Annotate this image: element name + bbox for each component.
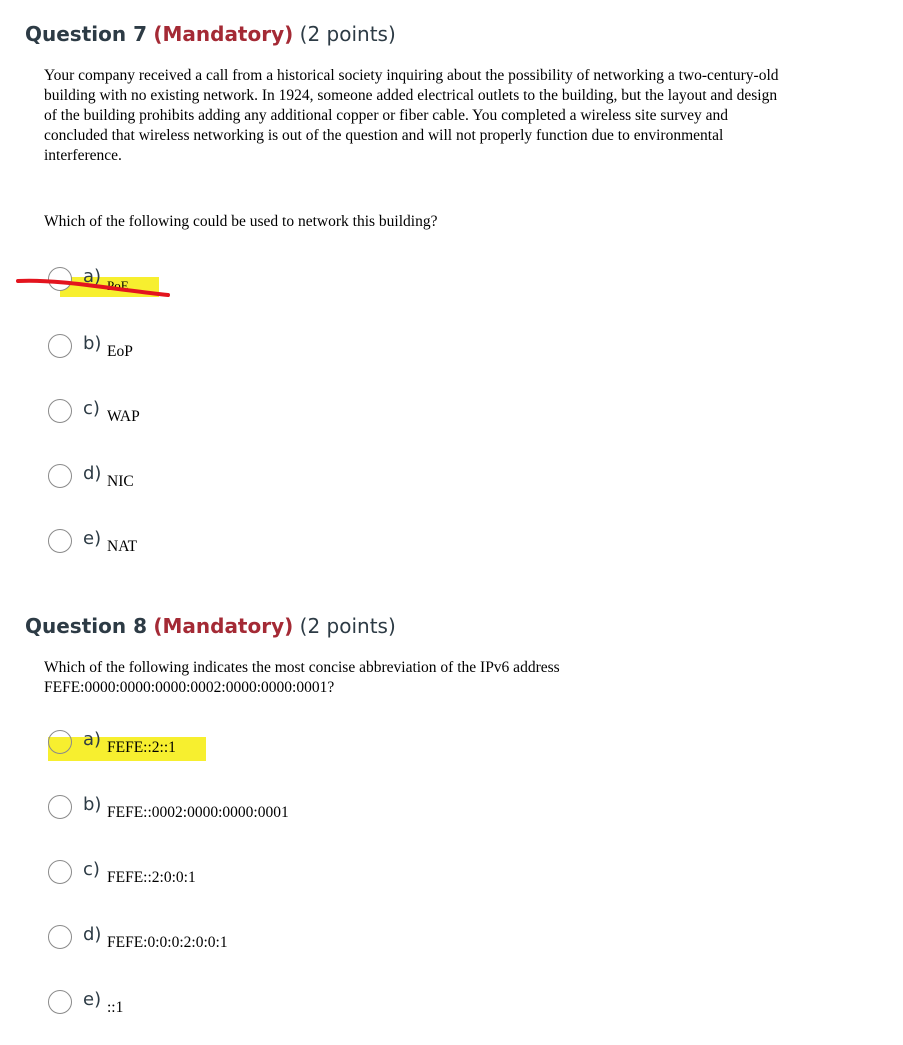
question-7-prompt: Which of the following could be used to network this building? [44,213,438,230]
q8-option-c-letter: c) [83,859,100,880]
q7-option-e[interactable] [0,529,903,565]
question-7-text [44,66,864,166]
q8-option-e-text: ::1 [107,999,124,1016]
q8-option-d-text: FEFE:0:0:0:2:0:0:1 [107,934,228,951]
q7-option-c-letter: c) [83,398,100,419]
q8-option-b-letter: b) [83,794,102,815]
q7-option-b-letter: b) [83,333,102,354]
q8-option-e-radio[interactable] [48,990,72,1014]
q8-option-e-letter: e) [83,989,102,1010]
q7-option-c[interactable] [0,399,903,435]
q8-option-c-text: FEFE::2:0:0:1 [107,869,196,886]
question-7-label: Question 7 [25,22,147,46]
q7-option-b-text: EoP [107,343,133,360]
question-8-label: Question 8 [25,614,147,638]
q7-option-c-radio[interactable] [48,399,72,423]
question-8-title [25,614,396,638]
q7-option-a-radio[interactable] [48,267,72,291]
q7-option-b[interactable] [0,334,903,370]
question-7-line: of the building prohibits adding any additional copper or fiber cable. You completed a wireless site survey and [44,107,728,124]
q7-option-d-text: NIC [107,473,134,490]
q8-option-e[interactable] [0,990,903,1026]
q7-option-d[interactable] [0,464,903,500]
question-7-title [25,22,396,46]
q8-option-d-radio[interactable] [48,925,72,949]
question-7-line: interference. [44,147,122,164]
q8-option-a-text: FEFE::2::1 [107,739,176,756]
question-8-text [44,658,864,698]
q7-option-a-text: PoE [107,278,129,293]
question-7-line: Your company received a call from a historical society inquiring about the possibility of networking a two-century-old [44,67,779,84]
question-8-mandatory: (Mandatory) [153,614,294,638]
question-7-line: building with no existing network. In 1924, someone added electrical outlets to the building, but the layout and design [44,87,778,104]
question-7-points: (2 points) [299,22,396,46]
q8-option-b-text: FEFE::0002:0000:0000:0001 [107,804,289,821]
q8-option-b[interactable] [0,795,903,831]
q7-option-d-letter: d) [83,463,102,484]
q8-option-c-radio[interactable] [48,860,72,884]
q8-option-a[interactable] [0,730,903,766]
q7-option-b-radio[interactable] [48,334,72,358]
q7-option-e-radio[interactable] [48,529,72,553]
q7-option-e-text: NAT [107,538,138,555]
q7-option-d-radio[interactable] [48,464,72,488]
q7-option-a-letter: a) [83,266,102,287]
q8-option-c[interactable] [0,860,903,896]
q8-option-d-letter: d) [83,924,102,945]
q8-option-a-letter: a) [83,729,102,750]
question-8-line: Which of the following indicates the most concise abbreviation of the IPv6 address [44,659,560,676]
q7-option-a[interactable] [0,267,903,303]
q8-option-b-radio[interactable] [48,795,72,819]
q7-option-e-letter: e) [83,528,102,549]
q8-option-d[interactable] [0,925,903,961]
question-8-line: FEFE:0000:0000:0000:0002:0000:0000:0001? [44,679,335,696]
question-8-points: (2 points) [299,614,396,638]
question-7-mandatory: (Mandatory) [153,22,294,46]
q8-option-a-radio[interactable] [48,730,72,754]
question-7-line: concluded that wireless networking is out of the question and will not properly function due to environmental [44,127,724,144]
q7-option-c-text: WAP [107,408,140,425]
